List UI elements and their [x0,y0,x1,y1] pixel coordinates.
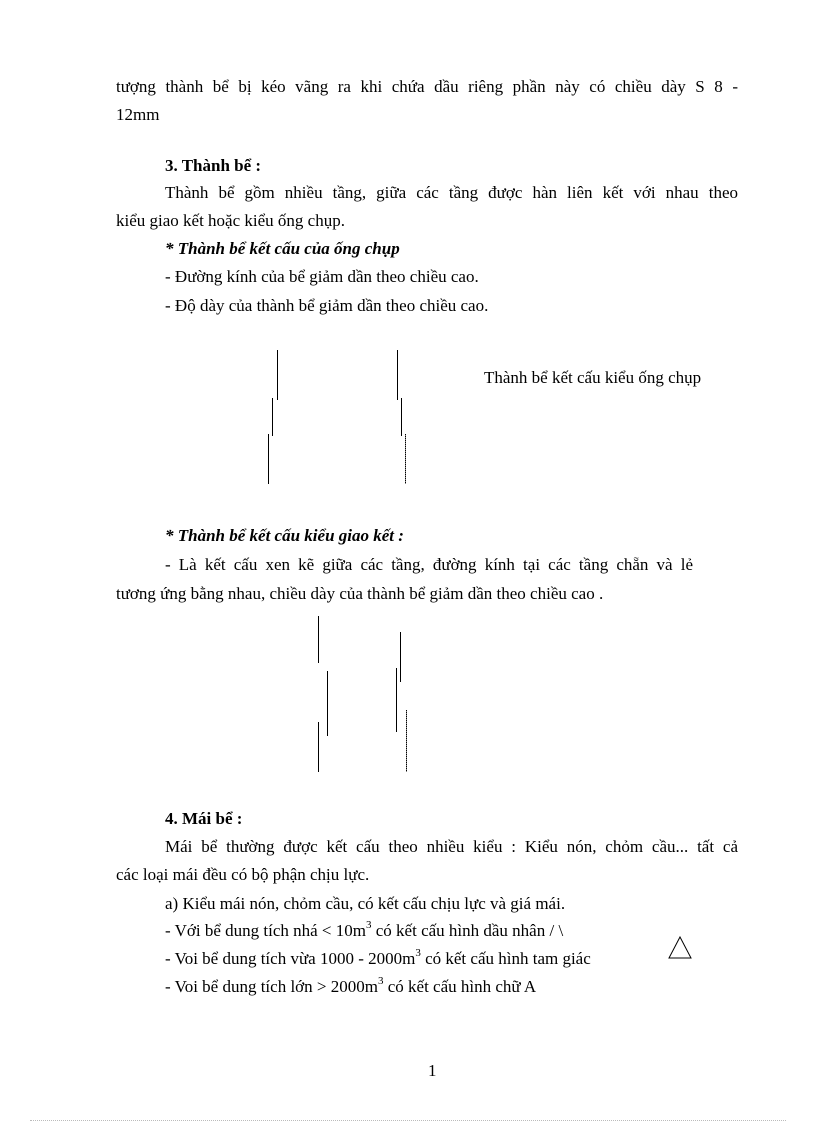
wall-segment [406,710,407,772]
wall-segment [405,434,406,484]
paragraph-line: tương ứng bằng nhau, chiều dày của thành bể giảm dần theo chiều cao . [116,584,604,603]
paragraph-line: 12mm [116,105,160,124]
section4-intro-line: Mái bể thường được kết cấu theo nhiều kiểu : Kiểu nón, chỏm cầu... tất cả [165,837,738,856]
bullet-item: - Độ dày của thành bể giảm dần theo chiều cao. [165,296,489,315]
list-item-a: a) Kiểu mái nón, chỏm cầu, có kết cấu chịu lực và giá mái. [165,894,566,913]
bullet-item: - Là kết cấu xen kẽ giữa các tầng, đường kính tại các tầng chẵn và lẻ [165,555,693,574]
wall-segment [318,722,319,772]
bullet-item: - Voi bể dung tích lớn > $2000m^3$ có kết cấu hình chữ A [165,975,537,996]
section3-intro-line: kiểu giao kết hoặc kiểu ống chụp. [116,211,345,230]
wall-segment [400,632,401,682]
wall-segment [272,398,273,436]
section4-intro-line: các loại mái đều có bộ phận chịu lực. [116,865,370,884]
page-bottom-border [30,1120,786,1121]
page-number: 1 [428,1061,437,1080]
wall-segment [327,671,328,736]
figure-caption: Thành bể kết cấu kiểu ống chụp [484,368,702,387]
section3-intro-line: Thành bể gồm nhiều tầng, giữa các tầng được hàn liên kết với nhau theo [165,183,738,202]
wall-segment [268,434,269,484]
wall-segment [401,398,402,436]
wall-segment [396,668,397,732]
wall-segment [318,616,319,663]
wall-segment [277,350,278,400]
subheading-giao-ket: * Thành bể kết cấu kiểu giao kết : [165,526,404,545]
bullet-item: - Đường kính của bể giảm dần theo chiều cao. [165,267,479,286]
paragraph-line: tượng thành bể bị kéo vãng ra khi chứa dầu riêng phần này có chiều dày S 8 - [116,77,738,96]
section-heading-4: 4. Mái bể : [165,809,243,828]
subheading-ong-chup: * Thành bể kết cấu của ống chụp [165,239,400,258]
section-heading-3: 3. Thành bể : [165,156,262,175]
bullet-item: - Với bể dung tích nhá < $10m^3$ có kết cấu hình dầu nhân / \ [165,919,564,940]
bullet-item: - Voi bể dung tích vừa $1000 - 2000m^3$ có kết cấu hình tam giác [165,947,591,968]
triangle-icon [668,936,694,960]
wall-segment [397,350,398,400]
